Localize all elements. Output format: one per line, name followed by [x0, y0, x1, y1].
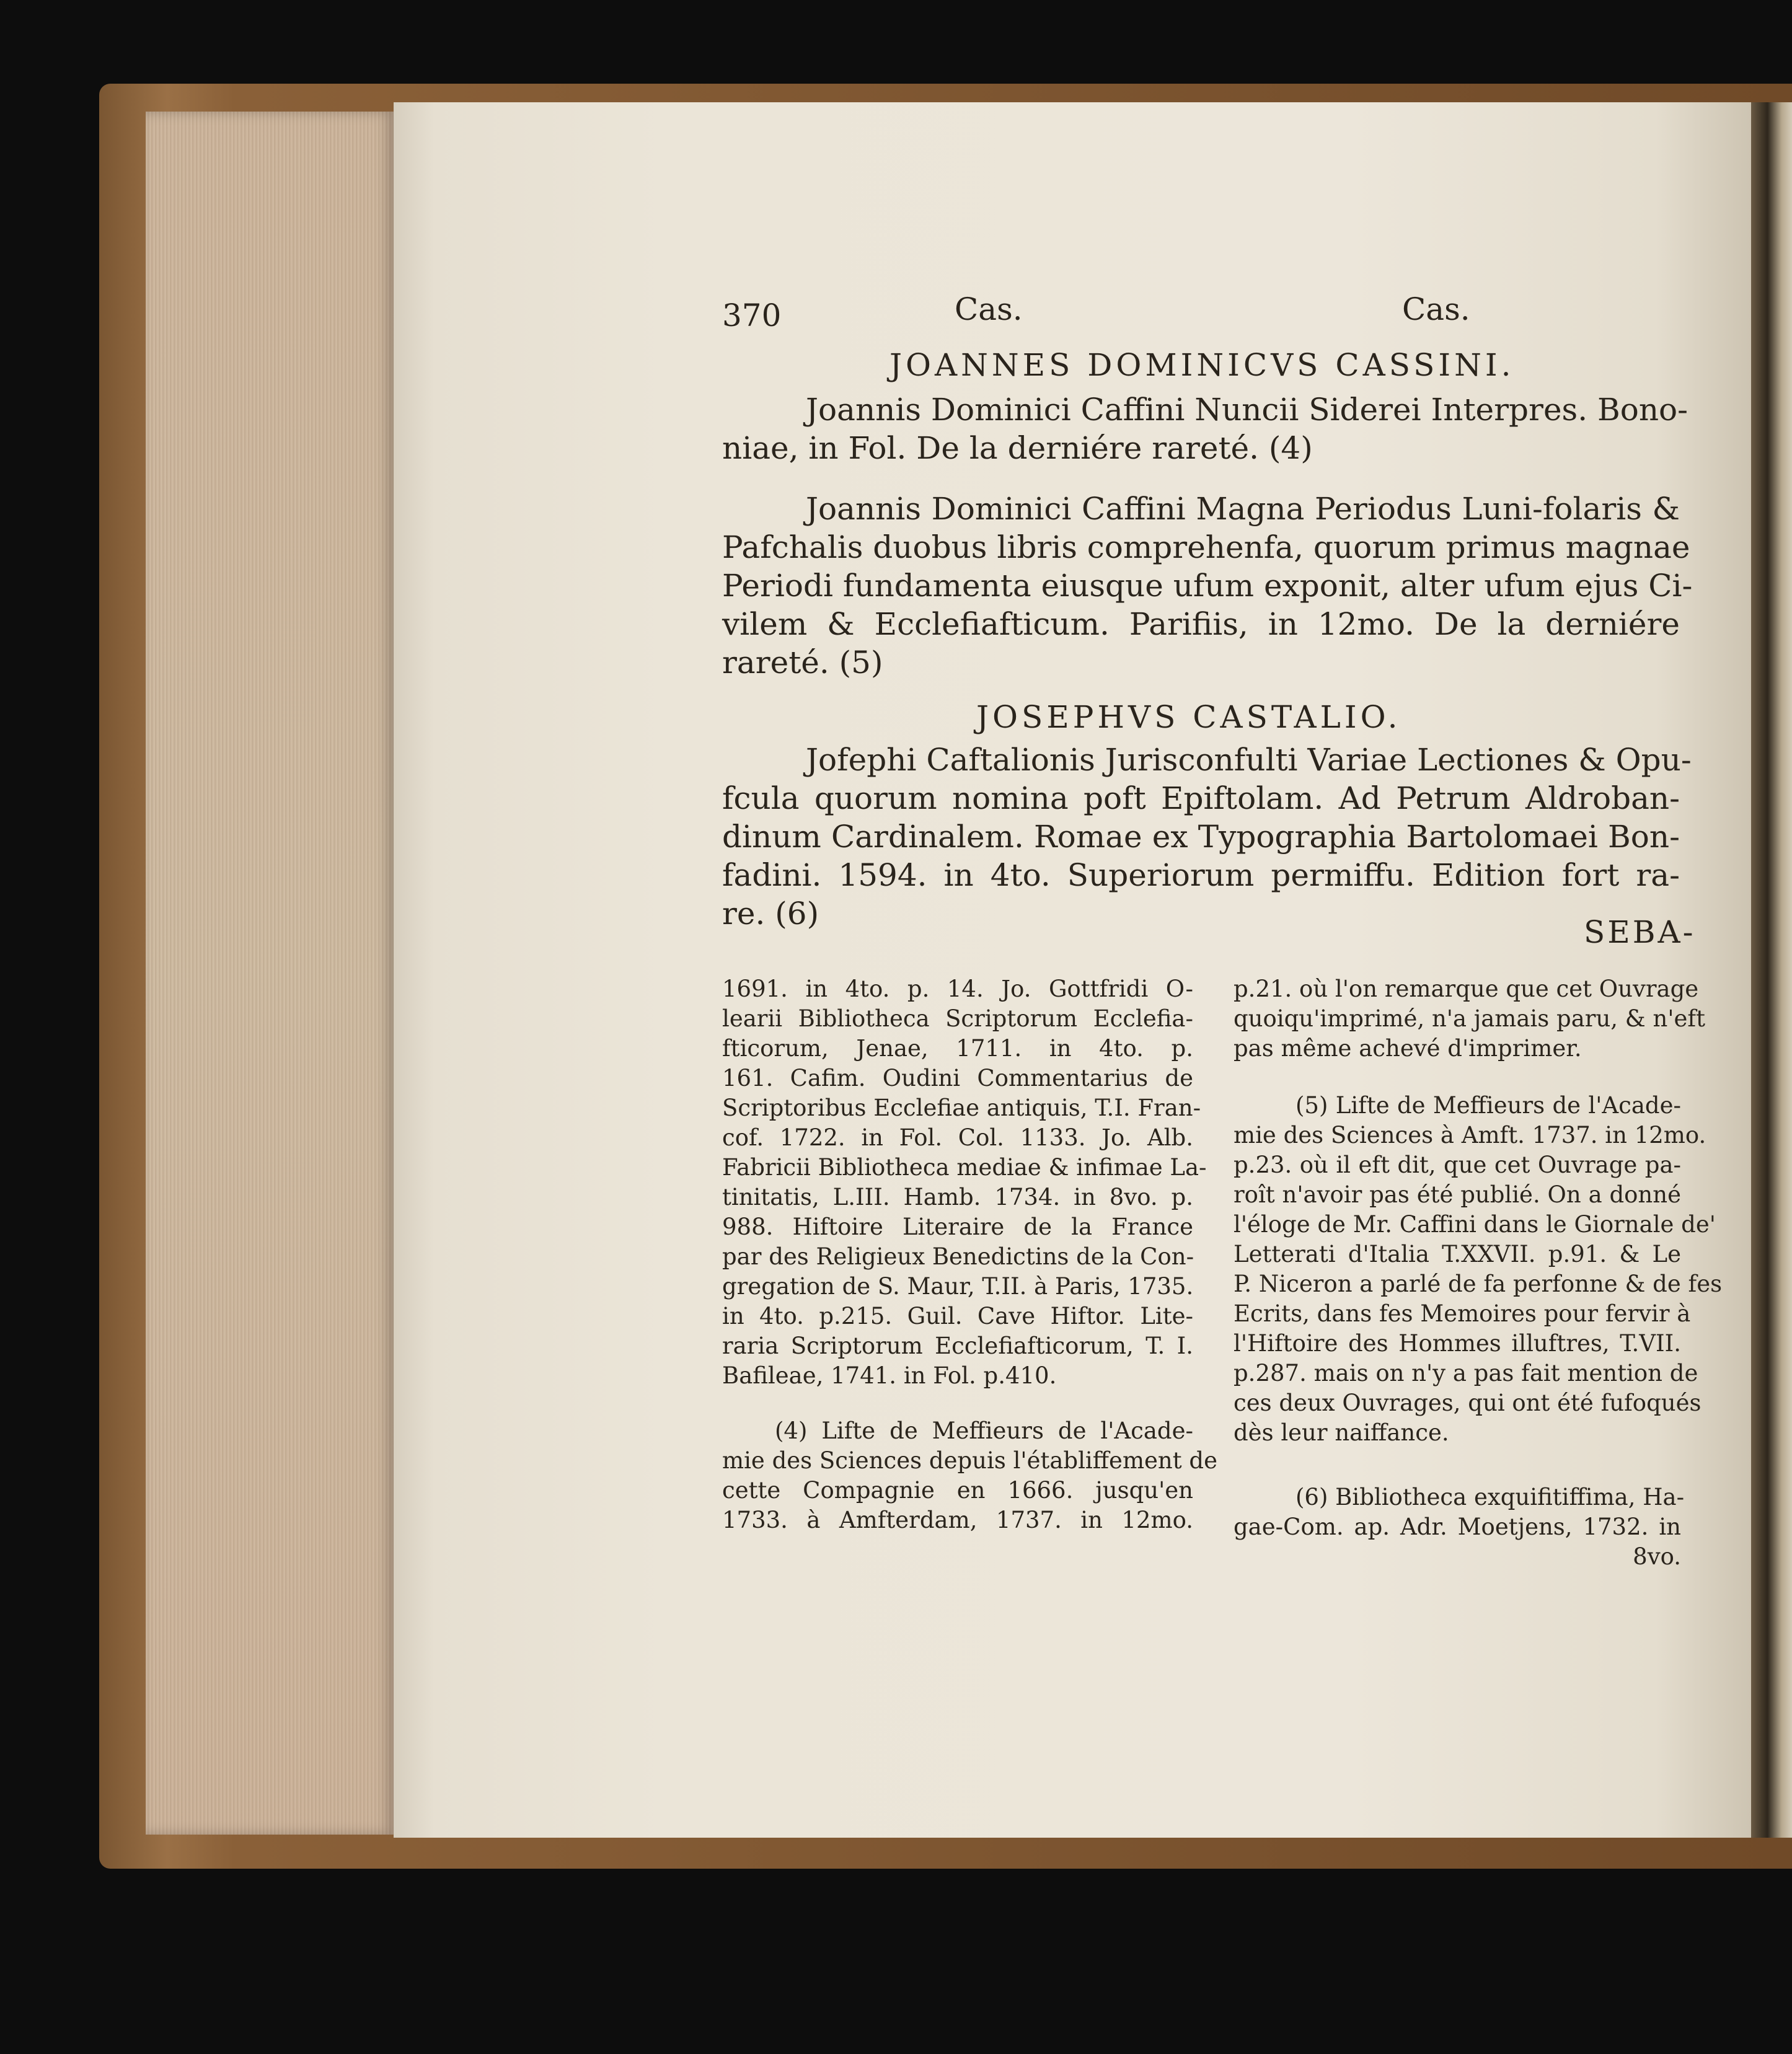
note-left-line-11: gregation de S. Maur, T.II. à Paris, 1735. — [722, 1273, 1194, 1300]
cassini-entry1-line2: niae, in Fol. De la derniére rareté. (4) — [722, 430, 1313, 466]
note-right-line-3: pas même achevé d'imprimer. — [1234, 1035, 1582, 1062]
note-left-line-2: learii Bibliotheca Scriptorum Ecclefia- — [722, 1005, 1193, 1032]
footnote-4-line-3: cette Compagnie en 1666. jusqu'en — [722, 1477, 1193, 1504]
footnote-5-line-7: P. Niceron a parlé de fa perfonne & de fes — [1234, 1271, 1723, 1297]
note-left-line-9: 988. Hiftoire Literaire de la France — [722, 1214, 1193, 1240]
footnote-5-line-12: dès leur naiffance. — [1234, 1419, 1449, 1446]
note-left-line-5: Scriptoribus Ecclefiae antiquis, T.I. Fran- — [722, 1095, 1201, 1121]
footnote-5-line-10: p.287. mais on n'y a pas fait mention de — [1234, 1360, 1698, 1386]
footnote-5-line-9: l'Hiftoire des Hommes illuftres, T.VII. — [1234, 1330, 1681, 1357]
note-left-line-13: raria Scriptorum Ecclefiafticorum, T. I. — [722, 1333, 1193, 1359]
cassini-entry2-line5: rareté. (5) — [722, 645, 883, 681]
running-head-right: Cas. — [1402, 291, 1470, 327]
footnote-5-line-2: mie des Sciences à Amft. 1737. in 12mo. — [1234, 1122, 1706, 1148]
note-left-line-7: Fabricii Bibliotheca mediae & infimae La- — [722, 1154, 1207, 1181]
running-head-left: Cas. — [955, 291, 1023, 327]
note-left-line-8: tinitatis, L.III. Hamb. 1734. in 8vo. p. — [722, 1184, 1193, 1210]
footnote-5-line-3: p.23. où il eft dit, que cet Ouvrage pa- — [1234, 1152, 1681, 1178]
footnote-5-line-8: Ecrits, dans fes Memoires pour fervir à — [1234, 1300, 1691, 1327]
castalio-entry-line2: fcula quorum nomina poft Epiftolam. Ad Petrum Aldroban- — [722, 780, 1680, 816]
note-right-line-2: quoiqu'imprimé, n'a jamais paru, & n'eft — [1234, 1005, 1705, 1032]
note-right-line-1: p.21. où l'on remarque que cet Ouvrage — [1234, 976, 1699, 1002]
note-left-line-10: par des Religieux Benedictins de la Con- — [722, 1243, 1194, 1270]
cassini-entry2-line3: Periodi fundamenta eiusque ufum exponit, alter ufum ejus Ci- — [722, 568, 1693, 604]
footnote-5-line-4: roît n'avoir pas été publié. On a donné — [1234, 1181, 1681, 1208]
footnote-4-line-1: (4) Lifte de Meffieurs de l'Acade- — [775, 1417, 1193, 1444]
footnote-5-line-11: ces deux Ouvrages, qui ont été fufoqués — [1234, 1390, 1702, 1416]
book-gutter — [1751, 102, 1792, 1838]
castalio-entry-line4: fadini. 1594. in 4to. Superiorum permiffu. Edition fort ra- — [722, 857, 1680, 893]
footnote-4-line-2: mie des Sciences depuis l'établiffement de — [722, 1447, 1217, 1474]
note-left-line-3: fticorum, Jenae, 1711. in 4to. p. — [722, 1035, 1193, 1062]
castalio-entry-line5: re. (6) — [722, 896, 819, 932]
note-left-line-1: 1691. in 4to. p. 14. Jo. Gottfridi O- — [722, 976, 1193, 1002]
castalio-entry-line1: Jofephi Caftalionis Jurisconfulti Variae Lectiones & Opu- — [806, 742, 1692, 778]
footnote-6-line-3: 8vo. — [1633, 1543, 1681, 1570]
cassini-entry2-line2: Pafchalis duobus libris comprehenfa, quorum primus magnae — [722, 529, 1690, 565]
note-left-line-12: in 4to. p.215. Guil. Cave Hiftor. Lite- — [722, 1303, 1193, 1329]
catchword: SEBA- — [1584, 914, 1696, 950]
page-edges — [146, 112, 394, 1835]
footnote-5-line-6: Letterati d'Italia T.XXVII. p.91. & Le — [1234, 1241, 1681, 1267]
castalio-heading: JOSEPHVS CASTALIO. — [976, 699, 1401, 735]
cassini-entry2-line4: vilem & Ecclefiafticum. Parifiis, in 12mo. De la derniére — [722, 606, 1680, 642]
footnote-6-line-1: (6) Bibliotheca exquifitiffima, Ha- — [1295, 1484, 1685, 1510]
cassini-entry2-line1: Joannis Dominici Caffini Magna Periodus Luni-folaris & — [806, 491, 1680, 527]
footnote-5-line-5: l'éloge de Mr. Caffini dans le Giornale de' — [1234, 1211, 1716, 1238]
note-left-line-4: 161. Cafim. Oudini Commentarius de — [722, 1065, 1193, 1091]
note-left-line-14: Bafileae, 1741. in Fol. p.410. — [722, 1362, 1057, 1389]
cassini-heading: JOANNES DOMINICVS CASSINI. — [889, 347, 1515, 383]
page-number: 370 — [722, 298, 782, 333]
cassini-entry1-line1: Joannis Dominici Caffini Nuncii Siderei Interpres. Bono- — [806, 392, 1688, 428]
footnote-5-line-1: (5) Lifte de Meffieurs de l'Acade- — [1295, 1092, 1681, 1119]
footnote-4-line-4: 1733. à Amfterdam, 1737. in 12mo. — [722, 1507, 1193, 1533]
footnote-6-line-2: gae-Com. ap. Adr. Moetjens, 1732. in — [1234, 1514, 1681, 1540]
note-left-line-6: cof. 1722. in Fol. Col. 1133. Jo. Alb. — [722, 1124, 1193, 1151]
castalio-entry-line3: dinum Cardinalem. Romae ex Typographia Bartolomaei Bon- — [722, 819, 1680, 855]
